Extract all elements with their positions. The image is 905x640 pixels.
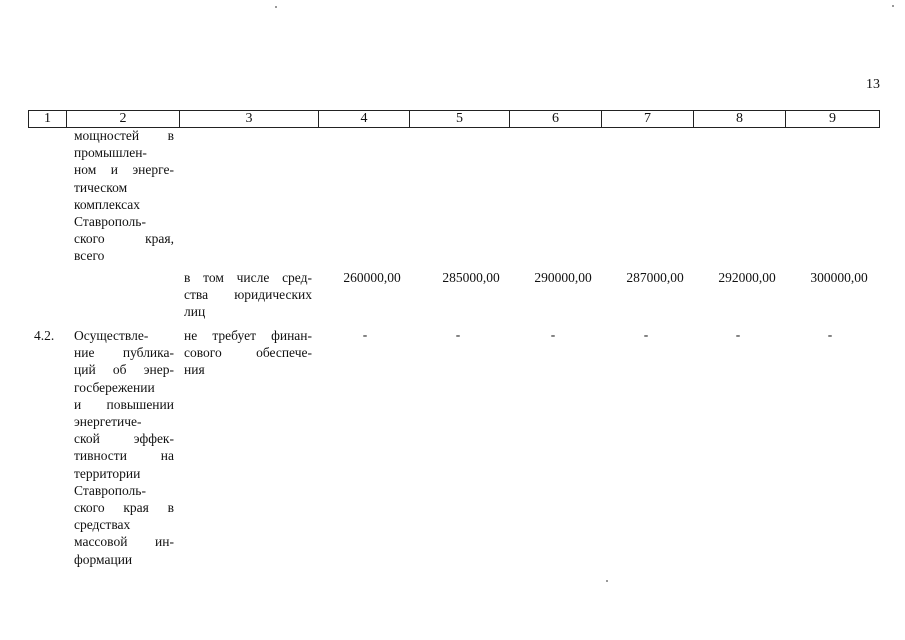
text-line: ном и энерге- bbox=[74, 162, 174, 178]
text-line: ния bbox=[184, 362, 205, 378]
row-number: 4.2. bbox=[34, 328, 55, 343]
text-line: тическом bbox=[74, 179, 128, 195]
dash-col-7: - bbox=[643, 327, 649, 342]
text-line: массовой ин- bbox=[74, 534, 174, 550]
text-line: в том числе сред- bbox=[184, 270, 312, 285]
text-line: территории bbox=[74, 465, 141, 481]
text-line: промышлен- bbox=[74, 145, 147, 161]
column-number-header bbox=[28, 110, 880, 128]
text-line: ства юридических bbox=[184, 287, 312, 303]
value-col-5: 285000,00 bbox=[442, 270, 500, 285]
text-line: не требует финан- bbox=[184, 328, 312, 343]
header-col-4: 4 bbox=[319, 111, 410, 128]
header-col-9: 9 bbox=[786, 111, 880, 128]
text-line: ского края, bbox=[74, 231, 174, 247]
text-line: комплексах bbox=[74, 196, 140, 212]
text-line: ской эффек- bbox=[74, 431, 174, 447]
text-line: формации bbox=[74, 551, 133, 567]
dash-col-6: - bbox=[550, 327, 556, 342]
header-col-6: 6 bbox=[510, 111, 602, 128]
text-line: Ставрополь- bbox=[74, 482, 146, 498]
value-col-4: 260000,00 bbox=[343, 270, 401, 285]
value-col-7: 287000,00 bbox=[626, 270, 684, 285]
dash-col-5: - bbox=[455, 327, 461, 342]
text-line: Осуществле- bbox=[74, 328, 149, 343]
header-col-7: 7 bbox=[602, 111, 694, 128]
text-line: всего bbox=[74, 248, 105, 264]
dash-col-8: - bbox=[735, 327, 741, 342]
scan-speck bbox=[275, 6, 277, 8]
funding-source-legal-entities bbox=[184, 269, 312, 321]
value-col-9: 300000,00 bbox=[810, 270, 868, 285]
page-number: 13 bbox=[866, 77, 880, 92]
header-col-2: 2 bbox=[67, 111, 180, 128]
row-42-description bbox=[74, 327, 174, 568]
text-line: средствах bbox=[74, 517, 131, 533]
text-line: и повышении bbox=[74, 396, 174, 412]
text-line: тивности на bbox=[74, 448, 174, 464]
text-line: энергетиче- bbox=[74, 414, 142, 430]
text-line: ций об энер- bbox=[74, 362, 174, 378]
text-line: сового обеспече- bbox=[184, 345, 312, 361]
text-line: ского края в bbox=[74, 500, 174, 516]
header-col-1: 1 bbox=[29, 111, 67, 128]
text-line: Ставрополь- bbox=[74, 214, 146, 230]
value-col-8: 292000,00 bbox=[718, 270, 776, 285]
header-col-3: 3 bbox=[180, 111, 319, 128]
scan-speck bbox=[892, 5, 894, 7]
dash-col-9: - bbox=[827, 327, 833, 342]
header-col-8: 8 bbox=[694, 111, 786, 128]
text-line: лиц bbox=[184, 304, 206, 320]
text-line: ние публика- bbox=[74, 345, 174, 361]
header-col-5: 5 bbox=[410, 111, 510, 128]
text-line: мощностей в bbox=[74, 128, 174, 143]
continued-row-description bbox=[74, 127, 174, 265]
funding-note bbox=[184, 327, 312, 379]
scan-speck bbox=[606, 580, 608, 582]
text-line: госбережении bbox=[74, 379, 155, 395]
value-col-6: 290000,00 bbox=[534, 270, 592, 285]
dash-col-4: - bbox=[362, 327, 368, 342]
